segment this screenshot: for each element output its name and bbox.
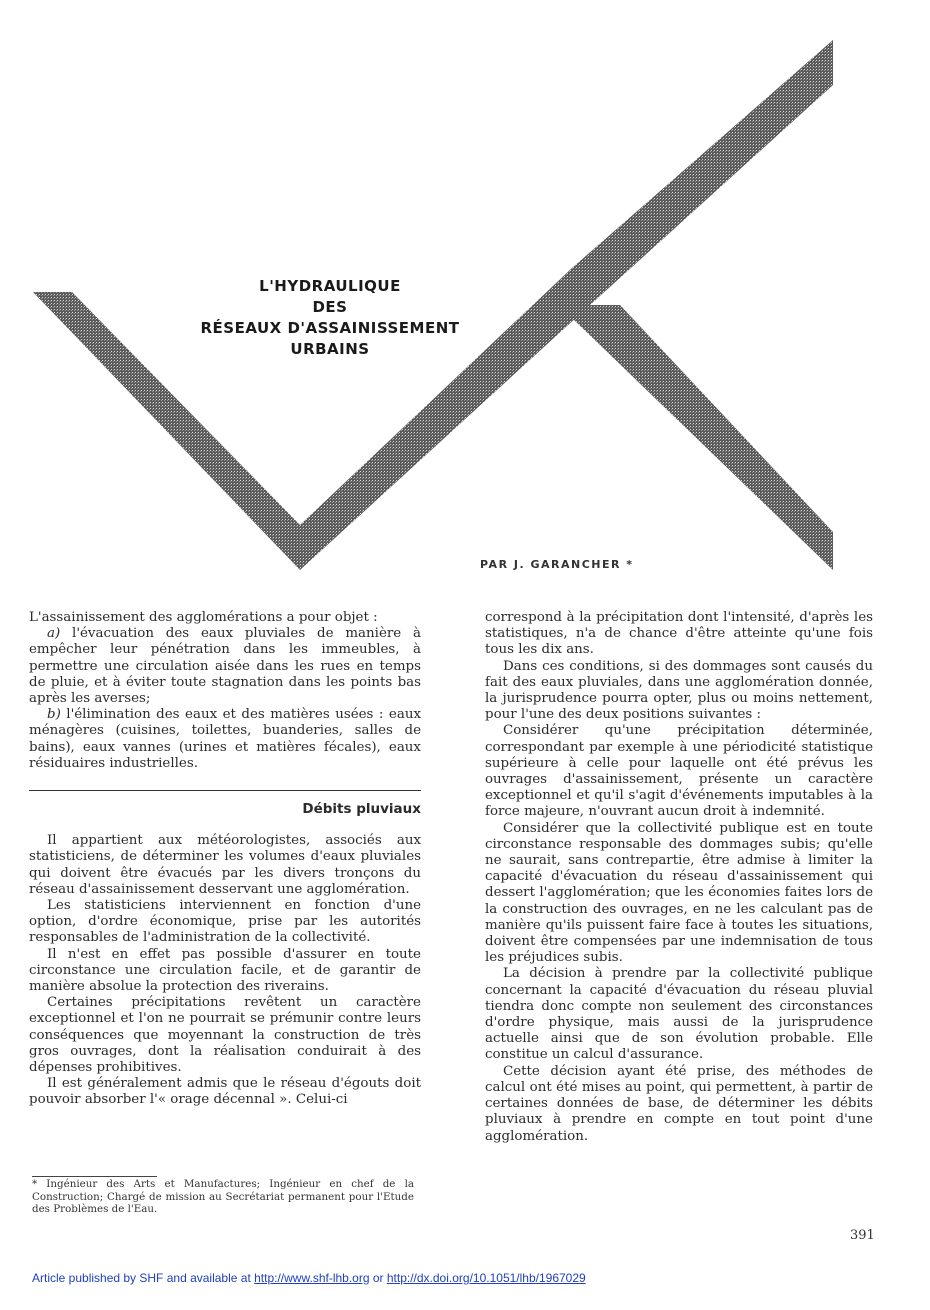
intro-paragraph: L'assainissement des agglomérations a pour objet : (29, 610, 378, 625)
publisher-notice (32, 1271, 586, 1285)
title-line: DES (312, 298, 348, 316)
paragraph: Cette décision ayant été prise, des méthodes de calcul ont été mises au point, qui permettent, à partir de certaines données de base, de déterminer les débits pluviaux à prendre en compte en tout point d'une agglomération. (485, 1063, 873, 1144)
author-byline: PAR J. GARANCHER * (480, 558, 634, 571)
paragraph: Il est généralement admis que le réseau d'égouts doit pouvoir absorber l'« orage décennal ». Celui-ci (29, 1076, 421, 1108)
right-v-shape (572, 305, 833, 570)
page-number: 391 (850, 1228, 875, 1243)
paragraph: Il n'est en effet pas possible d'assurer en toute circonstance une circulation facile, et de garantir de manière absolue la protection des riverains. (29, 946, 421, 995)
publisher-or: or (369, 1271, 387, 1285)
paragraph: La décision à prendre par la collectivité publique concernant la capacité d'évacuation du réseau pluvial tiendra donc compte non seulement des circonstances d'ordre physique, mais aussi de la jurisprudence actuelle ainsi que de son évolution probable. Elle constitue un calcul d'assurance. (485, 966, 873, 1063)
publisher-prefix: Article published by SHF and available at (32, 1271, 255, 1285)
article-title (180, 276, 480, 360)
footnote: * Ingénieur des Arts et Manufactures; Ingénieur en chef de la Construction; Chargé de mission au Secrétariat permanent pour l'Etude des Problèmes de l'Eau. (32, 1178, 414, 1216)
paragraph: Considérer qu'une précipitation déterminée, correspondant par exemple à une périodicité statistique supérieure à celle pour laquelle ont été prévus les ouvrages d'assainissement, présente un caractère exceptionnel et qu'il s'agit d'événements imputables à la force majeure, n'ouvrant aucun droit à indemnité. (485, 723, 873, 820)
list-item-text: l'évacuation des eaux pluviales de manière à empêcher leur pénétration dans les immeubles, à permettre une circulation aisée dans les rues en temps de pluie, et à éviter toute stagnation dans les points bas après les averses; (29, 626, 421, 707)
footnote-divider (32, 1176, 157, 1177)
list-marker: b) (47, 707, 61, 723)
left-column (29, 610, 421, 1109)
right-column (485, 610, 873, 1145)
list-item-text: l'élimination des eaux et des matières usées : eaux ménagères (cuisines, toilettes, buanderies, salles de bains), eaux vannes (urines et matières fécales), eaux résiduaires industrielles. (29, 707, 421, 771)
paragraph: Considérer que la collectivité publique est en toute circonstance responsable des dommages subis; qu'elle ne saurait, sans contrepartie, être admise à limiter la capacité d'évacuation du réseau d'assainissement qui dessert l'agglomération; que les économies faites lors de la construction des ouvrages, en ne les calculant pas de manière qu'ils puissent faire face à toutes les situations, doivent être compensées par une indemnisation de tous les préjudices subis. (485, 820, 873, 966)
title-line: URBAINS (290, 340, 370, 358)
list-item (29, 707, 421, 772)
paragraph: Les statisticiens interviennent en fonction d'une option, d'ordre économique, prise par les autorités responsables de l'administration de la collectivité. (29, 898, 421, 946)
paragraph: Dans ces conditions, si des dommages sont causés du fait des eaux pluviales, dans une agglomération donnée, la jurisprudence pourra opter, plus ou moins nettement, pour l'une des deux positions suivantes : (485, 658, 873, 723)
paragraph: correspond à la précipitation dont l'intensité, d'après les statistiques, n'a de chance d'être atteinte qu'une fois tous les dix ans. (485, 610, 873, 658)
doi-link[interactable]: http://dx.doi.org/10.1051/lhb/1967029 (386, 1271, 586, 1285)
paragraph: Certaines précipitations revêtent un caractère exceptionnel et l'on ne pourrait se prémunir contre leurs conséquences que moyennant la construction de très gros ouvrages, dont la réalisation conduirait à des dépenses prohibitives. (29, 995, 421, 1076)
list-item (29, 626, 421, 707)
section-heading: Débits pluviaux (29, 790, 421, 817)
shf-link[interactable]: http://www.shf-lhb.org (254, 1271, 370, 1285)
list-marker: a) (47, 626, 61, 642)
paragraph: Il appartient aux météorologistes, associés aux statisticiens, de déterminer les volumes d'eaux pluviales qui doivent être évacués par les divers tronçons du réseau d'assainissement desservant une agglomération. (29, 833, 421, 897)
title-line: L'HYDRAULIQUE (259, 277, 401, 295)
title-line: RÉSEAUX D'ASSAINISSEMENT (200, 319, 460, 337)
